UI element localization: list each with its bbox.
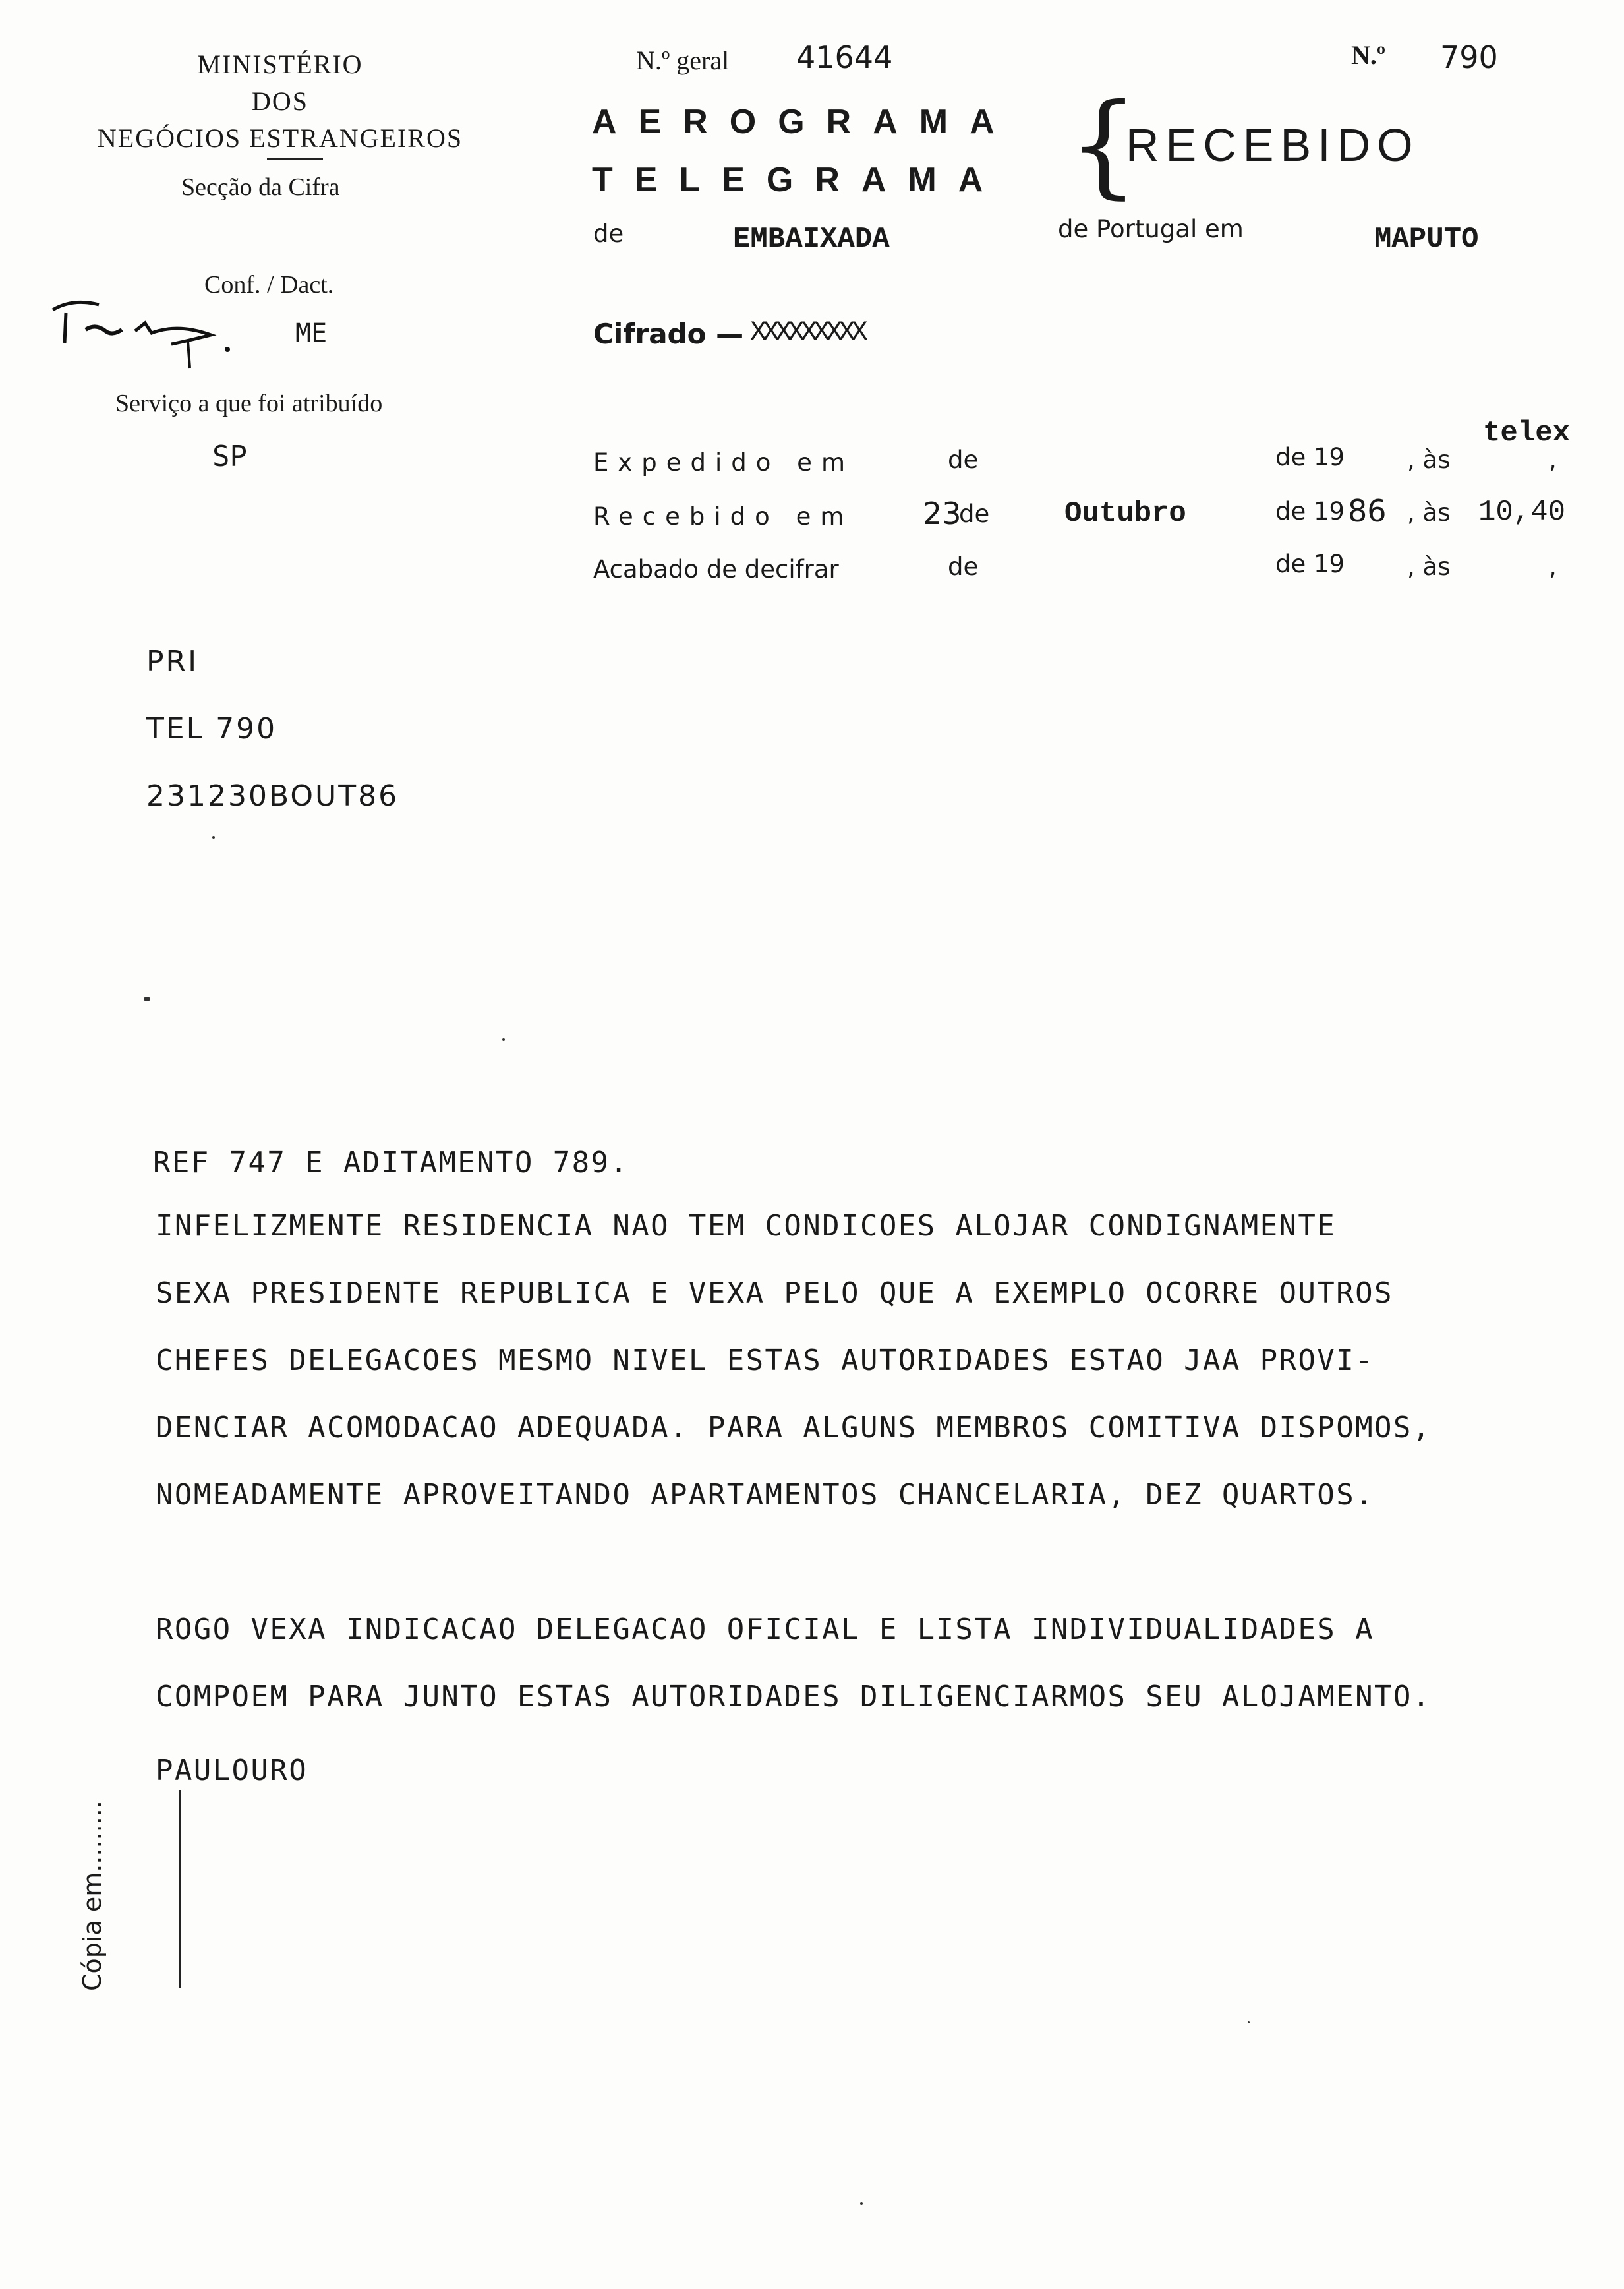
expedido-de: de: [948, 446, 979, 474]
service-label: Serviço a que foi atribuído: [115, 390, 383, 417]
speck: [502, 1038, 505, 1041]
ministry-line-1: MINISTÉRIO: [197, 49, 363, 79]
de-label: de: [593, 220, 624, 248]
decifrar-year: de 19: [1275, 550, 1345, 578]
speck: [144, 997, 150, 1001]
body-line: DENCIAR ACOMODACAO ADEQUADA. PARA ALGUNS MEMBROS COMITIVA DISPOMOS,: [156, 1411, 1432, 1444]
body-line: SEXA PRESIDENTE REPUBLICA E VEXA PELO QUE A EXEMPLO OCORRE OUTROS: [156, 1276, 1393, 1310]
body-line: CHEFES DELEGACOES MESMO NIVEL ESTAS AUTORIDADES ESTAO JAA PROVI-: [156, 1344, 1374, 1377]
geral-number: 41644: [796, 40, 893, 75]
expedido-comma: ,: [1549, 446, 1557, 474]
body-line: COMPOEM PARA JUNTO ESTAS AUTORIDADES DILIGENCIARMOS SEU ALOJAMENTO.: [156, 1680, 1432, 1713]
expedido-as: , às: [1407, 446, 1451, 474]
section-label: Secção da Cifra: [181, 173, 340, 201]
decifrar-as: , às: [1407, 552, 1451, 581]
expedido-year: de 19: [1275, 443, 1345, 471]
recebido-label: Recebido em: [593, 502, 854, 531]
body-reference: REF 747 E ADITAMENTO 789.: [153, 1146, 629, 1179]
origin-type: EMBAIXADA: [733, 223, 890, 256]
recebido-year-label: de 19: [1275, 497, 1345, 525]
status-label: RECEBIDO: [1126, 119, 1420, 171]
ministry-underline: [267, 158, 323, 160]
telegrama-title: TELEGRAMA: [592, 161, 1005, 199]
signature: PAULOURO: [156, 1754, 308, 1787]
ministry-line-3: NEGÓCIOS ESTRANGEIROS: [97, 123, 463, 153]
body-line: INFELIZMENTE RESIDENCIA NAO TEM CONDICOES ALOJAR CONDIGNAMENTE: [156, 1209, 1337, 1243]
ministry-line-2: DOS: [251, 86, 309, 116]
ministry-name: [30, 46, 531, 157]
routing-priority: PRI: [146, 645, 199, 678]
speck: [1248, 2021, 1250, 2023]
recebido-as: , às: [1407, 498, 1451, 527]
cifrado-value: XXXXXXXXX: [750, 316, 864, 348]
geral-label: N.º geral: [636, 45, 730, 75]
recebido-month: Outubro: [1064, 497, 1186, 530]
number-label: N.º: [1351, 40, 1386, 70]
body-line: ROGO VEXA INDICACAO DELEGACAO OFICIAL E LISTA INDIVIDUALIDADES A: [156, 1613, 1374, 1646]
telegram-number: 790: [1440, 40, 1498, 75]
service-value: SP: [212, 440, 247, 473]
decifrar-comma: ,: [1549, 552, 1557, 581]
conf-value: ME: [295, 318, 328, 349]
origin-city: MAPUTO: [1374, 223, 1479, 256]
conf-label: Conf. / Dact.: [204, 271, 334, 299]
copia-label: Cópia em.........: [78, 1800, 107, 1991]
aerograma-title: AEROGRAMA: [592, 103, 1016, 141]
cifrado-label: Cifrado —: [593, 318, 744, 350]
margin-line: [179, 1790, 181, 1988]
routing-tel: TEL 790: [146, 712, 277, 746]
recebido-day: 23: [923, 496, 962, 531]
expedido-label: Expedido em: [593, 448, 854, 477]
portugal-label: de Portugal em: [1058, 215, 1244, 243]
recebido-year: 86: [1348, 493, 1387, 529]
routing-datetime: 231230BOUT86: [146, 779, 399, 813]
speck: [860, 2202, 863, 2205]
recebido-de: de: [959, 500, 990, 528]
handwritten-initials: [46, 283, 283, 382]
decifrar-de: de: [948, 552, 979, 581]
speck: [212, 836, 215, 839]
recebido-time: 10,40: [1478, 496, 1566, 529]
curly-brace: {: [1068, 80, 1140, 210]
telex-note: telex: [1483, 417, 1571, 450]
decifrar-label: Acabado de decifrar: [593, 555, 839, 583]
body-line: NOMEADAMENTE APROVEITANDO APARTAMENTOS CHANCELARIA, DEZ QUARTOS.: [156, 1478, 1374, 1512]
